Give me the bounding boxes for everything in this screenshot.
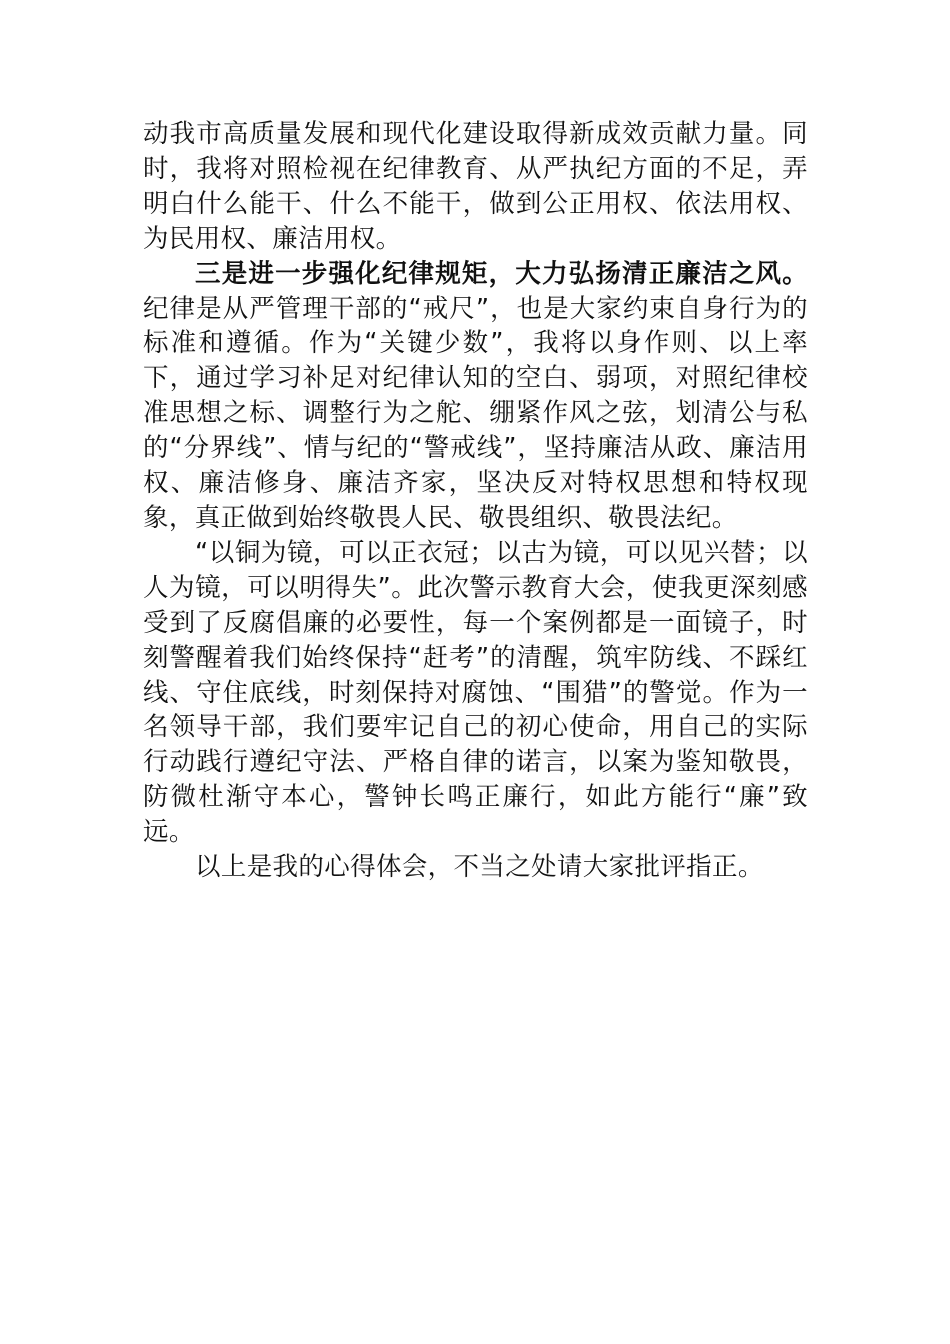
paragraph-text: 以上是我的心得体会，不当之处请大家批评指正。 <box>195 852 764 883</box>
paragraph-text: “以铜为镜，可以正衣冠；以古为镜，可以见兴替；以人为镜，可以明得失”。此次警示教育大会，使我更深刻感受到了反腐倡廉的必要性，每一个案例都是一面镜子，时刻警醒着我们始终保持“赶考”的清醒，筑牢防线、不踩红线、守住底线，时刻保持对腐蚀、“围猎”的警觉。作为一名领导干部，我们要牢记自己的初心使命，用自己的实际行动践行遵纪守法、严格自律的诺言，以案为鉴知敬畏，防微杜渐守本心，警钟长鸣正廉行，如此方能行“廉”致远。 <box>143 537 808 848</box>
document-body <box>143 117 808 885</box>
paragraph-closing <box>143 850 808 885</box>
paragraph-text: 纪律是从严管理干部的“戒尺”，也是大家约束自身行为的标准和遵循。作为“关键少数”，我将以身作则、以上率下，通过学习补足对纪律认知的空白、弱项，对照纪律校准思想之标、调整行为之舵、绷紧作风之弦，划清公与私的“分界线”、情与纪的“警戒线”，坚持廉洁从政、廉洁用权、廉洁修身、廉洁齐家，坚决反对特权思想和特权现象，真正做到始终敬畏人民、敬畏组织、敬畏法纪。 <box>143 293 808 533</box>
paragraph-mirror-quote <box>143 536 808 850</box>
paragraph-text: 动我市高质量发展和现代化建设取得新成效贡献力量。同时，我将对照检视在纪律教育、从严执纪方面的不足，弄明白什么能干、什么不能干，做到公正用权、依法用权、为民用权、廉洁用权。 <box>143 119 808 254</box>
paragraph-heading-bold: 三是进一步强化纪律规矩，大力弘扬清正廉洁之风。 <box>195 258 808 289</box>
paragraph-continuation <box>143 117 808 257</box>
paragraph-discipline <box>143 257 808 536</box>
